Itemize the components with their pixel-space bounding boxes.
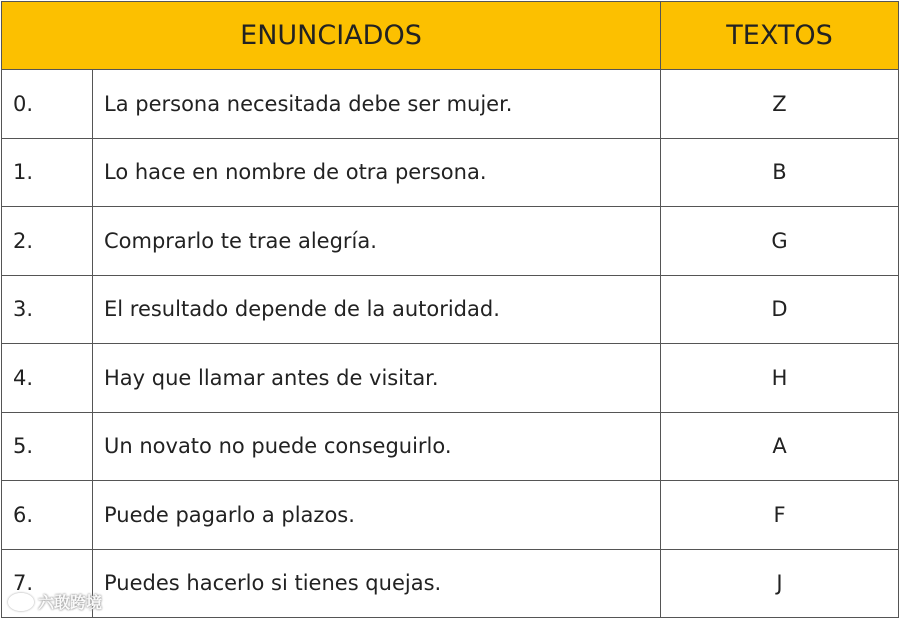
row-statement: Comprarlo te trae alegría. bbox=[93, 207, 661, 276]
row-statement: Puede pagarlo a plazos. bbox=[93, 481, 661, 550]
row-text-letter: B bbox=[661, 138, 899, 207]
row-statement: Puedes hacerlo si tienes quejas. bbox=[93, 549, 661, 618]
matching-table bbox=[1, 1, 899, 618]
row-statement: El resultado depende de la autoridad. bbox=[93, 275, 661, 344]
header-row bbox=[2, 2, 899, 70]
row-text-letter: Z bbox=[661, 70, 899, 139]
table-row bbox=[2, 70, 899, 139]
row-number: 3. bbox=[2, 275, 93, 344]
row-text-letter: G bbox=[661, 207, 899, 276]
header-statements: ENUNCIADOS bbox=[2, 2, 661, 70]
row-statement: Lo hace en nombre de otra persona. bbox=[93, 138, 661, 207]
table-row bbox=[2, 344, 899, 413]
table-row bbox=[2, 275, 899, 344]
table-row bbox=[2, 481, 899, 550]
row-text-letter: F bbox=[661, 481, 899, 550]
row-text-letter: D bbox=[661, 275, 899, 344]
row-number: 6. bbox=[2, 481, 93, 550]
row-statement: Un novato no puede conseguirlo. bbox=[93, 412, 661, 481]
row-number: 1. bbox=[2, 138, 93, 207]
row-text-letter: H bbox=[661, 344, 899, 413]
row-number: 5. bbox=[2, 412, 93, 481]
row-text-letter: A bbox=[661, 412, 899, 481]
table-row bbox=[2, 138, 899, 207]
table-row bbox=[2, 207, 899, 276]
row-statement: Hay que llamar antes de visitar. bbox=[93, 344, 661, 413]
row-number: 0. bbox=[2, 70, 93, 139]
row-statement: La persona necesitada debe ser mujer. bbox=[93, 70, 661, 139]
row-number: 2. bbox=[2, 207, 93, 276]
table-row bbox=[2, 549, 899, 618]
row-number: 7. bbox=[2, 549, 93, 618]
row-text-letter: J bbox=[661, 549, 899, 618]
header-texts: TEXTOS bbox=[661, 2, 899, 70]
table-row bbox=[2, 412, 899, 481]
row-number: 4. bbox=[2, 344, 93, 413]
watermark-logo-icon bbox=[8, 593, 34, 611]
watermark-text: 六敢跨境 bbox=[38, 593, 103, 612]
watermark bbox=[8, 590, 102, 613]
